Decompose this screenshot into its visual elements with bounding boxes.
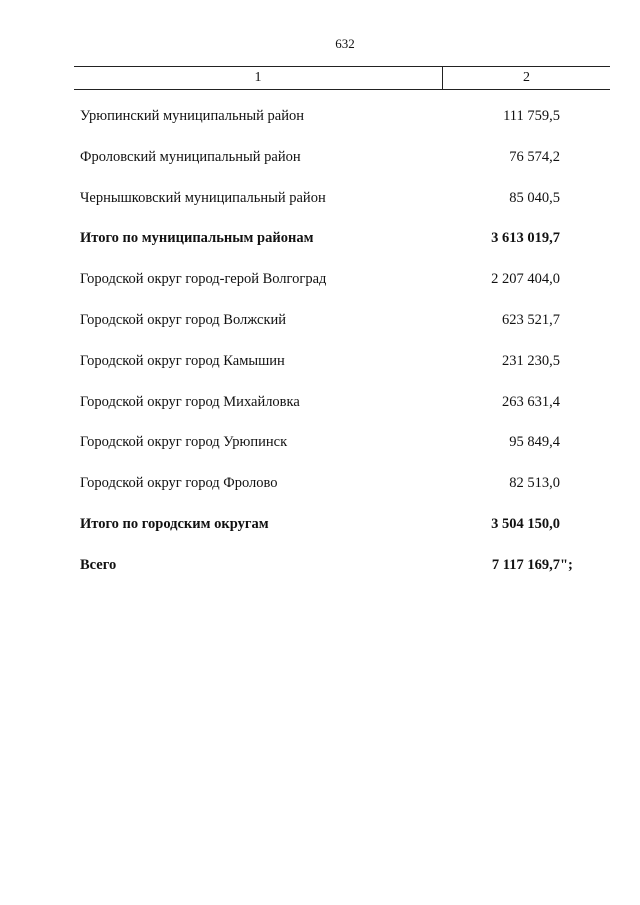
table-row xyxy=(80,108,570,149)
row-value: 111 759,5 xyxy=(503,108,560,124)
row-name: Урюпинский муниципальный район xyxy=(80,108,304,124)
column-header-2: 2 xyxy=(523,70,530,85)
row-name: Городской округ город Михайловка xyxy=(80,393,300,410)
row-value: 263 631,4 xyxy=(502,393,560,410)
row-suffix: "; xyxy=(560,556,573,573)
row-value: 85 040,5 xyxy=(509,189,560,206)
row-name: Городской округ город Фролово xyxy=(80,475,278,492)
column-header-1: 1 xyxy=(254,70,262,85)
page-number: 632 xyxy=(335,36,355,51)
table-row xyxy=(80,434,570,475)
row-name: Городской округ город Урюпинск xyxy=(80,434,288,451)
table-row xyxy=(80,516,570,557)
table-row xyxy=(80,149,570,190)
table-row xyxy=(80,556,573,598)
row-value: 231 230,5 xyxy=(502,352,560,369)
row-name: Итого по муниципальным районам xyxy=(80,230,314,247)
row-value: 82 513,0 xyxy=(509,475,560,492)
row-name: Городской округ город Волжский xyxy=(80,311,287,328)
table-row xyxy=(80,271,570,312)
row-name: Итого по городским округам xyxy=(80,515,269,532)
row-name: Чернышковский муниципальный район xyxy=(80,189,326,206)
row-value: 76 574,2 xyxy=(509,148,560,165)
row-name: Фроловский муниципальный район xyxy=(80,148,301,165)
table-header xyxy=(74,66,610,90)
table-row xyxy=(80,190,570,231)
table-row xyxy=(80,475,570,516)
row-value: 3 613 019,7 xyxy=(491,230,560,247)
row-value: 95 849,4 xyxy=(509,434,560,451)
row-value: 7 117 169,7 xyxy=(491,556,560,573)
table-row xyxy=(80,312,570,353)
table-row xyxy=(80,353,570,394)
row-value: 2 207 404,0 xyxy=(491,271,560,288)
row-name: Всего xyxy=(80,556,117,573)
table-row xyxy=(80,230,570,271)
table-row xyxy=(80,394,570,435)
row-name: Городской округ город Камышин xyxy=(80,352,285,369)
row-name: Городской округ город-герой Волгоград xyxy=(80,271,327,288)
row-value: 623 521,7 xyxy=(502,311,560,328)
row-value: 3 504 150,0 xyxy=(491,515,560,532)
table-body xyxy=(80,108,573,598)
